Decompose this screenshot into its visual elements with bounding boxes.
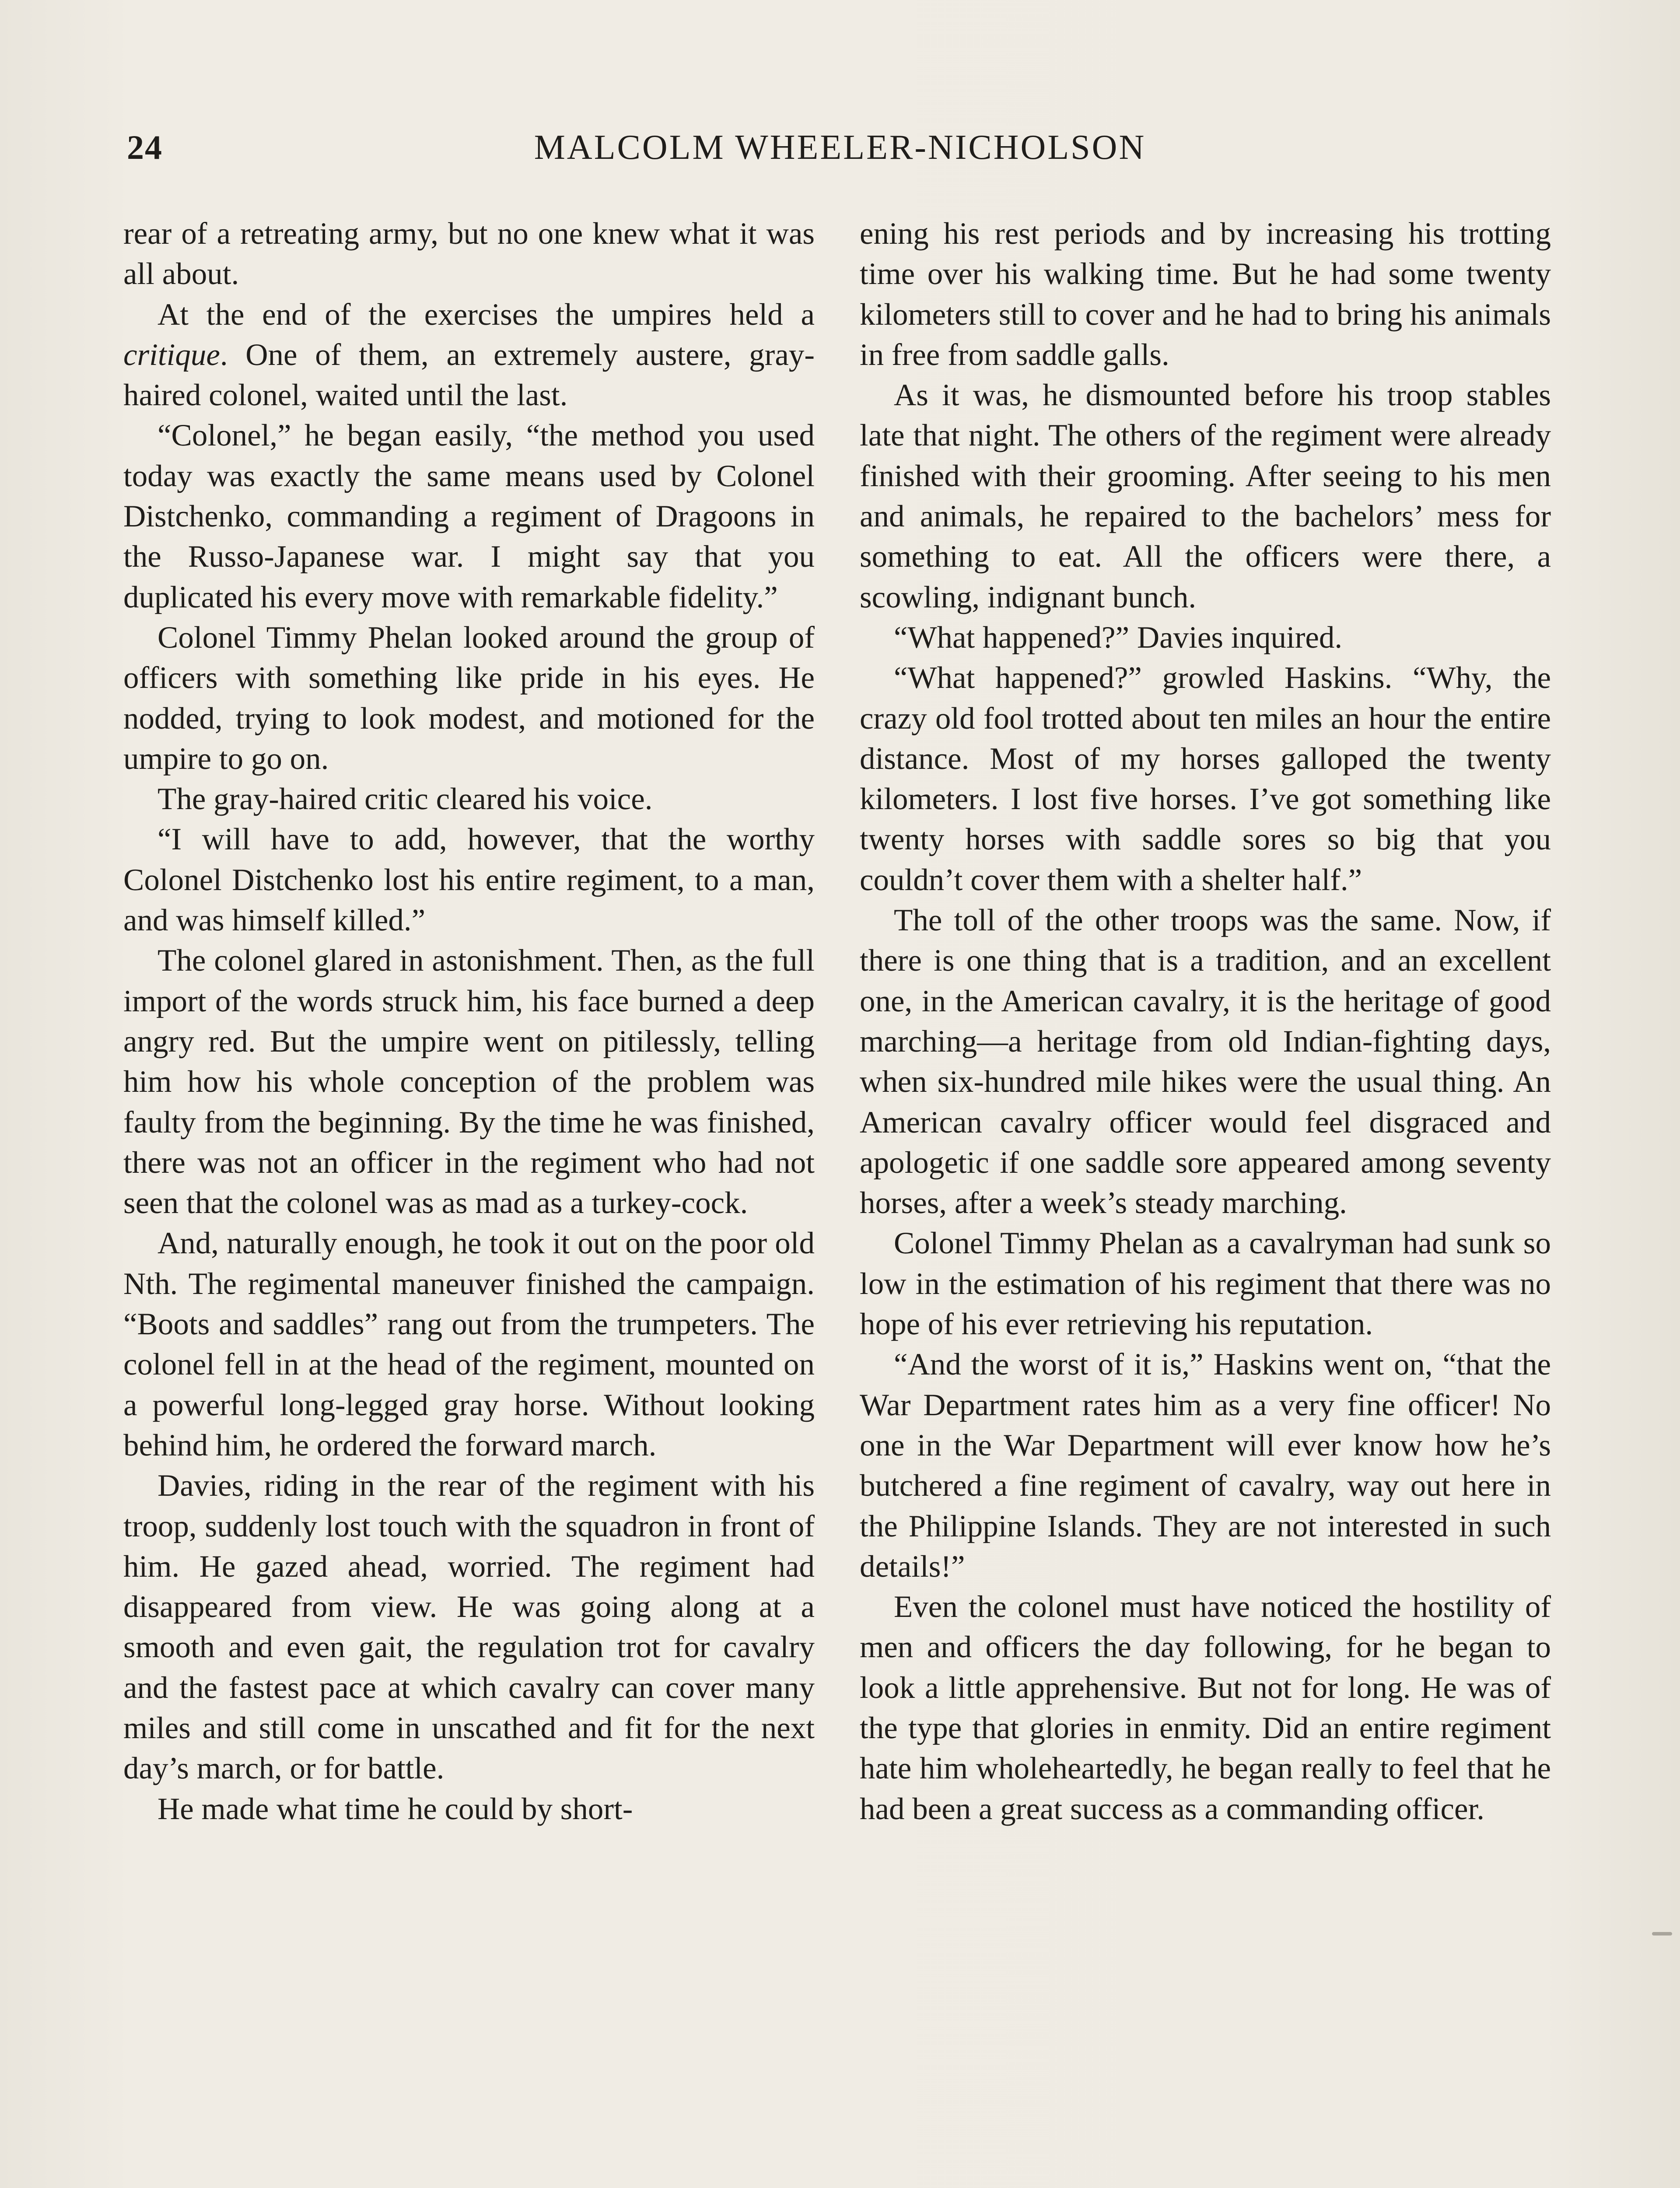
paragraph: Davies, riding in the rear of the regiment with his troop, suddenly lost touch with the squadron in front of him. He gazed ahead, worried. The regiment had disappeared from view. He was going along at a smooth and even gait, the regulation trot for cavalry and the fastest pace at which cavalry can cover many miles and still come in unscathed and fit for the next day’s march, or for battle. [123, 1469, 815, 1786]
paragraph: “I will have to add, however, that the worthy Colonel Distchenko lost his entire regiment, to a man, and was himself killed.” [123, 822, 815, 938]
paragraph: The colonel glared in astonishment. Then, as the full import of the words struck him, his face burned a deep angry red. But the umpire went on pitilessly, telling him how his whole conception of the problem was faulty from the beginning. By the time he was finished, there was not an officer in the regiment who had not seen that the colonel was as mad as a turkey-cock. [123, 943, 815, 1220]
paragraph: “Colonel,” he began easily, “the method you used today was exactly the same means used by Colonel Distchenko, commanding a regiment of Dragoons in the Russo-Japanese war. I might say that you duplicated his every move with remarkable fidelity.” [123, 418, 815, 614]
paragraph: Even the colonel must have noticed the hostility of men and officers the day following, for he began to look a little apprehensive. But not for long. He was of the type that glories in enmity. Did an entire regiment hate him wholeheartedly, he began really to feel that he had been a great success as a commanding officer. [860, 1590, 1551, 1826]
left-column [123, 214, 815, 1829]
right-column [860, 214, 1551, 1829]
paragraph: “What happened?” growled Haskins. “Why, the crazy old fool trotted about ten miles an hour the entire distance. Most of my horses galloped the twenty kilometers. I lost five horses. I’ve got something like twenty horses with saddle sores so big that you couldn’t cover them with a shelter half.” [860, 661, 1551, 897]
page-number: 24 [127, 128, 163, 166]
page-edge-mark [1652, 1932, 1672, 1936]
paragraph: “What happened?” Davies inquired. [894, 620, 1343, 655]
paragraph: Colonel Timmy Phelan as a cavalryman had sunk so low in the estimation of his regiment that there was no hope of his ever retrieving his reputation. [860, 1226, 1551, 1342]
paragraph: The gray-haired critic cleared his voice. [158, 782, 653, 817]
paragraph: He made what time he could by short- [158, 1792, 633, 1826]
paragraph: rear of a retreating army, but no one knew what it was all about. [123, 217, 815, 291]
paragraph: And, naturally enough, he took it out on the poor old Nth. The regimental maneuver finished the campaign. “Boots and saddles” rang out from the trumpeters. The colonel fell in at the head of the regiment, mounted on a powerful long-legged gray horse. Without looking behind him, he ordered the forward march. [123, 1226, 815, 1462]
running-head: MALCOLM WHEELER-NICHOLSON [534, 128, 1146, 167]
paragraph: Colonel Timmy Phelan looked around the group of officers with something like pride in his eyes. He nodded, trying to look modest, and motioned for the umpire to go on. [123, 620, 815, 776]
paragraph: ening his rest periods and by increasing his trotting time over his walking time. But he had some twenty kilometers still to cover and he had to bring his animals in free from saddle galls. [860, 217, 1551, 372]
paragraph: The toll of the other troops was the same. Now, if there is one thing that is a tradition, and an excellent one, in the American cavalry, it is the heritage of good marching—a heritage from old Indian-fighting days, when six-hundred mile hikes were the usual thing. An American cavalry officer would feel disgraced and apologetic if one saddle sore appeared among seventy horses, after a week’s steady marching. [860, 903, 1551, 1220]
page-header [127, 128, 1553, 180]
paragraph: “And the worst of it is,” Haskins went on, “that the War Department rates him as a very fine officer! No one in the War Department will ever know how he’s butchered a fine regiment of cavalry, way out here in the Philippine Islands. They are not interested in such details!” [860, 1347, 1551, 1584]
paragraph: As it was, he dismounted before his troop stables late that night. The others of the regiment were already finished with their grooming. After seeing to his men and animals, he repaired to the bachelors’ mess for something to eat. All the officers were there, a scowling, indignant bunch. [860, 378, 1551, 614]
paragraph: At the end of the exercises the umpires held a critique. One of them, an extremely austere, gray-haired colonel, waited until the last. [123, 297, 815, 413]
